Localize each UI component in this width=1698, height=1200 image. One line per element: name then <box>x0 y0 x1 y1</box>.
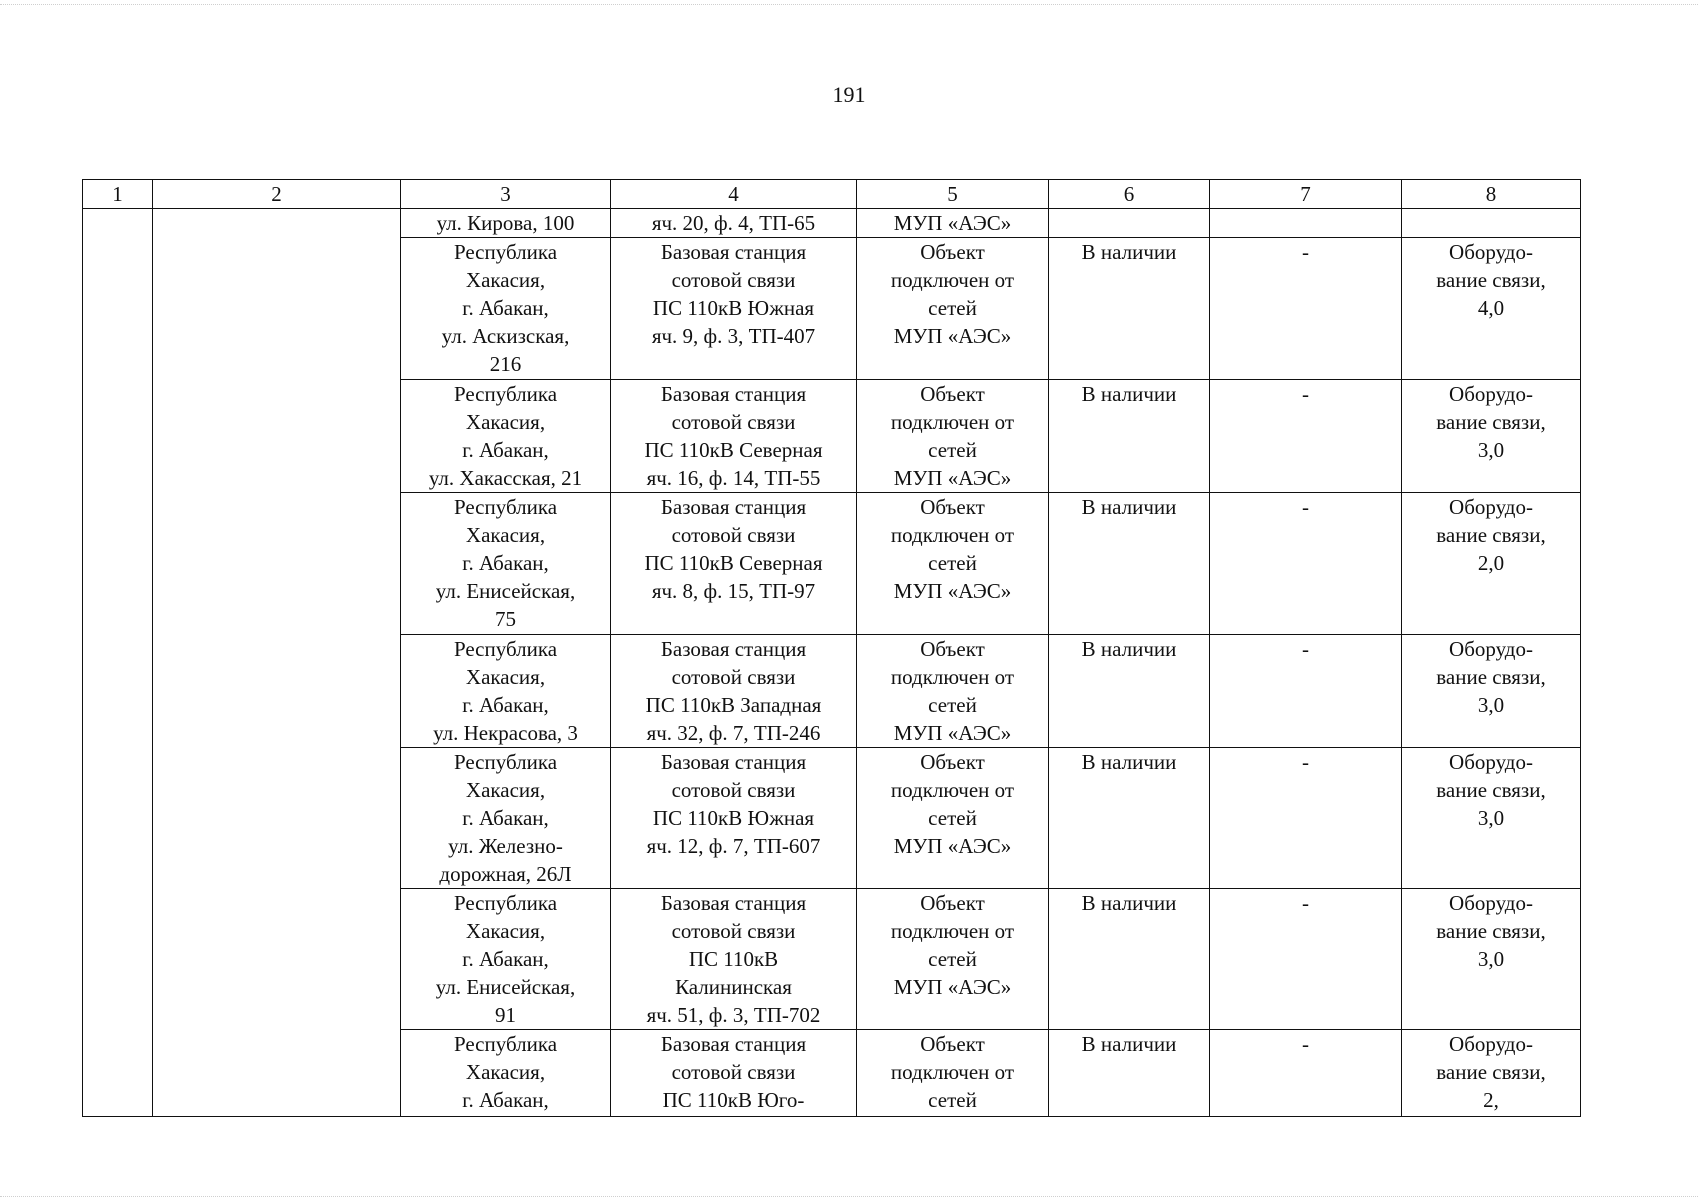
column-number: 2 <box>153 180 401 209</box>
cell-connection: Объект подключен от сетей МУП «АЭС» <box>857 493 1049 635</box>
cell-status: В наличии <box>1049 493 1210 635</box>
cell-address: Республика Хакасия, г. Абакан, ул. Аскизская, 216 <box>401 238 611 380</box>
cell-equipment <box>1402 209 1581 238</box>
cell-col7 <box>1210 209 1402 238</box>
cell-object: яч. 20, ф. 4, ТП-65 <box>611 209 857 238</box>
cell-status: В наличии <box>1049 238 1210 380</box>
cell-col7: - <box>1210 889 1402 1030</box>
column-number-row <box>83 180 1581 209</box>
cell-object: Базовая станция сотовой связи ПС 110кВ Южная яч. 12, ф. 7, ТП-607 <box>611 748 857 889</box>
cell-equipment: Оборудо- вание связи, 3,0 <box>1402 380 1581 493</box>
column-number: 8 <box>1402 180 1581 209</box>
cell-status: В наличии <box>1049 635 1210 748</box>
scan-edge-top <box>0 4 1698 6</box>
cell-col7: - <box>1210 238 1402 380</box>
cell-col2 <box>153 209 401 1117</box>
column-number: 3 <box>401 180 611 209</box>
cell-connection: Объект подключен от сетей МУП «АЭС» <box>857 889 1049 1030</box>
column-number: 7 <box>1210 180 1402 209</box>
cell-status: В наличии <box>1049 380 1210 493</box>
cell-object: Базовая станция сотовой связи ПС 110кВ Юго- <box>611 1030 857 1117</box>
cell-address: Республика Хакасия, г. Абакан, ул. Железно- дорожная, 26Л <box>401 748 611 889</box>
table-row-continued <box>83 209 1581 238</box>
cell-object: Базовая станция сотовой связи ПС 110кВ Южная яч. 9, ф. 3, ТП-407 <box>611 238 857 380</box>
cell-address: Республика Хакасия, г. Абакан, ул. Хакасская, 21 <box>401 380 611 493</box>
cell-connection: Объект подключен от сетей <box>857 1030 1049 1117</box>
cell-status: В наличии <box>1049 748 1210 889</box>
cell-connection: Объект подключен от сетей МУП «АЭС» <box>857 380 1049 493</box>
cell-equipment: Оборудо- вание связи, 3,0 <box>1402 635 1581 748</box>
cell-equipment: Оборудо- вание связи, 2, <box>1402 1030 1581 1117</box>
cell-equipment: Оборудо- вание связи, 2,0 <box>1402 493 1581 635</box>
cell-address: Республика Хакасия, г. Абакан, ул. Некрасова, 3 <box>401 635 611 748</box>
cell-address: Республика Хакасия, г. Абакан, <box>401 1030 611 1117</box>
column-number: 1 <box>83 180 153 209</box>
cell-col7: - <box>1210 748 1402 889</box>
cell-col1 <box>83 209 153 1117</box>
column-number: 6 <box>1049 180 1210 209</box>
cell-connection: МУП «АЭС» <box>857 209 1049 238</box>
cell-equipment: Оборудо- вание связи, 3,0 <box>1402 889 1581 1030</box>
scan-edge-bottom <box>0 1196 1698 1198</box>
cell-address: Республика Хакасия, г. Абакан, ул. Енисейская, 75 <box>401 493 611 635</box>
cell-object: Базовая станция сотовой связи ПС 110кВ Северная яч. 16, ф. 14, ТП-55 <box>611 380 857 493</box>
cell-object: Базовая станция сотовой связи ПС 110кВ Калининская яч. 51, ф. 3, ТП-702 <box>611 889 857 1030</box>
cell-address: Республика Хакасия, г. Абакан, ул. Енисейская, 91 <box>401 889 611 1030</box>
cell-address: ул. Кирова, 100 <box>401 209 611 238</box>
cell-connection: Объект подключен от сетей МУП «АЭС» <box>857 635 1049 748</box>
column-number: 4 <box>611 180 857 209</box>
cell-equipment: Оборудо- вание связи, 4,0 <box>1402 238 1581 380</box>
cell-connection: Объект подключен от сетей МУП «АЭС» <box>857 238 1049 380</box>
cell-object: Базовая станция сотовой связи ПС 110кВ Западная яч. 32, ф. 7, ТП-246 <box>611 635 857 748</box>
cell-col7: - <box>1210 635 1402 748</box>
cell-equipment: Оборудо- вание связи, 3,0 <box>1402 748 1581 889</box>
column-number: 5 <box>857 180 1049 209</box>
cell-status <box>1049 209 1210 238</box>
cell-col7: - <box>1210 1030 1402 1117</box>
cell-status: В наличии <box>1049 889 1210 1030</box>
cell-col7: - <box>1210 493 1402 635</box>
cell-connection: Объект подключен от сетей МУП «АЭС» <box>857 748 1049 889</box>
cell-object: Базовая станция сотовой связи ПС 110кВ Северная яч. 8, ф. 15, ТП-97 <box>611 493 857 635</box>
data-table <box>82 179 1581 1117</box>
cell-status: В наличии <box>1049 1030 1210 1117</box>
page-number: 191 <box>832 82 866 107</box>
cell-col7: - <box>1210 380 1402 493</box>
